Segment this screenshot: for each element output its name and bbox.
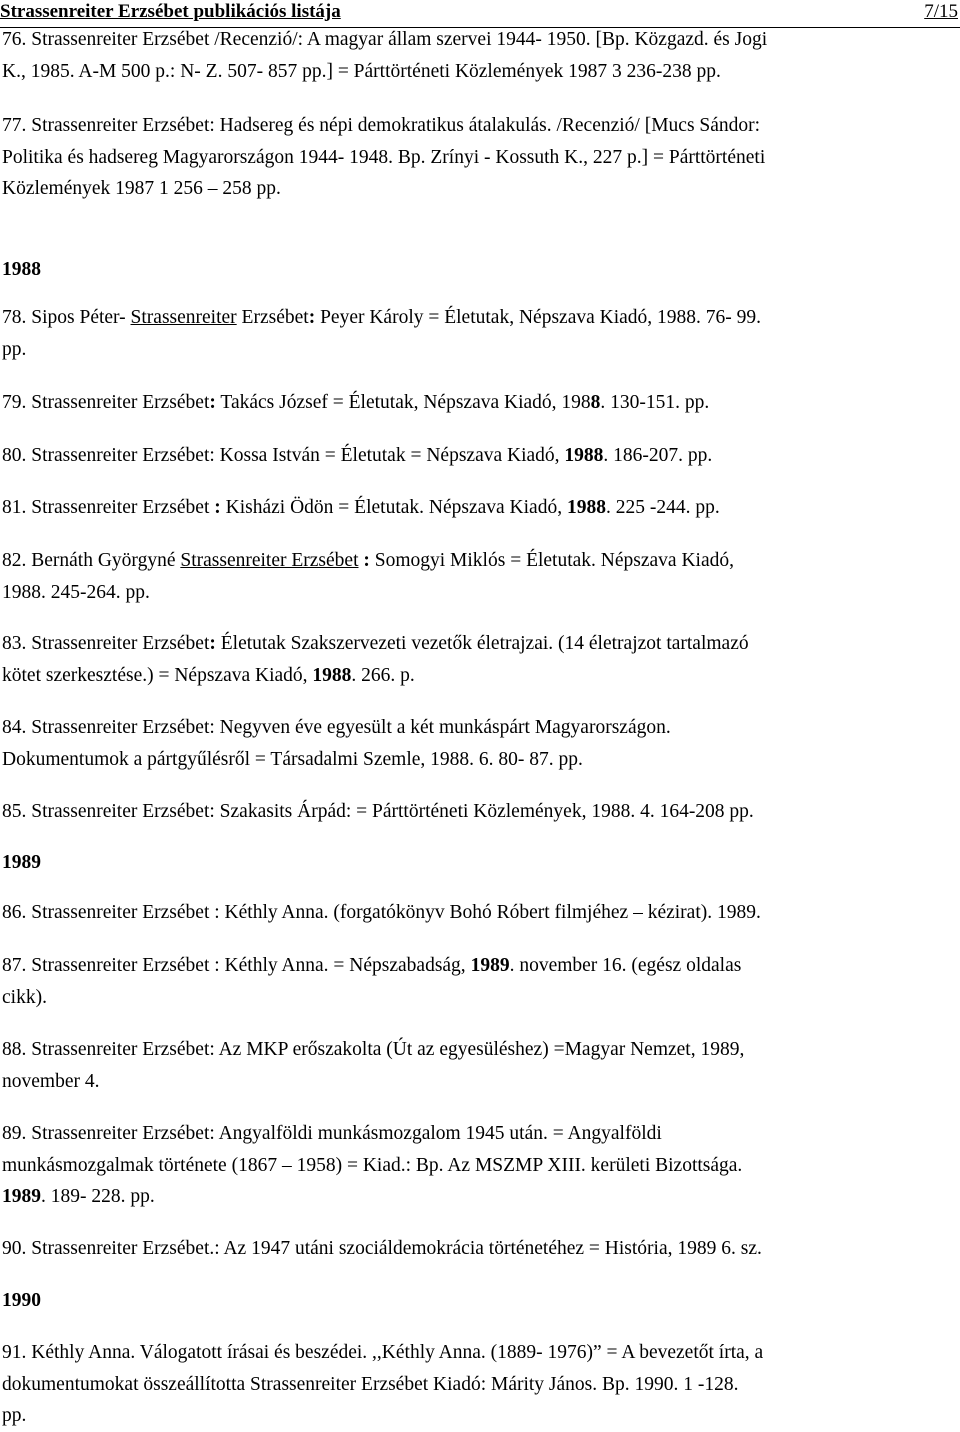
entry-line: dokumentumokat összeállította Strassenreiter Erzsébet Kiadó: Márity János. Bp. 1990. 1 -128. bbox=[2, 1373, 739, 1395]
entry-text: Peyer Károly = Életutak, Népszava Kiadó, 1988. 76- 99. bbox=[315, 307, 762, 328]
entry-line: 86. Strassenreiter Erzsébet : Kéthly Anna. (forgatókönyv Bohó Róbert filmjéhez – kézirat). 1989. bbox=[2, 902, 761, 923]
entry-colon: : bbox=[308, 307, 316, 328]
entry-line: 76. Strassenreiter Erzsébet /Recenzió/: A magyar állam szervei 1944- 1950. [Bp. Közgazd. és Jogi bbox=[2, 29, 768, 50]
entry-text: Takács József = Életutak, Népszava Kiadó, 198 bbox=[215, 392, 591, 413]
year-heading-1989: 1989 bbox=[2, 852, 41, 873]
entry-colon: : bbox=[358, 550, 370, 571]
entry-80 bbox=[2, 440, 952, 472]
entry-year: 1988 bbox=[564, 445, 604, 466]
entry-line: november 4. bbox=[2, 1070, 100, 1092]
entry-year: 1988 bbox=[312, 664, 352, 686]
entry-text: 87. Strassenreiter Erzsébet : Kéthly Anna. = Népszabadság, bbox=[2, 955, 471, 976]
entry-line: 89. Strassenreiter Erzsébet: Angyalföldi munkásmozgalom 1945 után. = Angyalföldi bbox=[2, 1123, 662, 1144]
entry-text: Somogyi Miklós = Életutak. Népszava Kiadó, bbox=[369, 550, 734, 571]
entry-84 bbox=[2, 712, 952, 775]
entry-year: 1989 bbox=[2, 1186, 41, 1207]
entry-text: . 186-207. pp. bbox=[603, 445, 713, 466]
entry-line: 84. Strassenreiter Erzsébet: Negyven éve egyesült a két munkáspárt Magyarországon. bbox=[2, 717, 671, 738]
entry-line: Dokumentumok a pártgyűlésről = Társadalmi Szemle, 1988. 6. 80- 87. pp. bbox=[2, 748, 583, 770]
entry-83 bbox=[2, 628, 952, 691]
entry-78 bbox=[2, 302, 952, 365]
entry-line: pp. bbox=[2, 338, 27, 360]
entry-line: 77. Strassenreiter Erzsébet: Hadsereg és népi demokratikus átalakulás. /Recenzió/ [Mucs Sándor: bbox=[2, 115, 761, 136]
entry-line: 88. Strassenreiter Erzsébet: Az MKP erőszakolta (Út az egyesüléshez) =Magyar Nemzet, 1989, bbox=[2, 1039, 745, 1060]
entry-line: 90. Strassenreiter Erzsébet.: Az 1947 utáni szociáldemokrácia történetéhez = História, 1989 6. sz. bbox=[2, 1238, 762, 1259]
entry-line: 91. Kéthly Anna. Válogatott írásai és beszédei. ,,Kéthly Anna. (1889- 1976)” = A bevezetőt írta, a bbox=[2, 1342, 764, 1363]
entry-colon: : bbox=[214, 497, 221, 518]
author-name-underlined: Strassenreiter Erzsébet bbox=[180, 550, 359, 571]
entry-line: 1988. 245-264. pp. bbox=[2, 581, 150, 603]
entry-line: 85. Strassenreiter Erzsébet: Szakasits Árpád: = Párttörténeti Közlemények, 1988. 4. 164-208 pp. bbox=[2, 801, 754, 822]
entry-colon: : bbox=[209, 392, 216, 413]
entry-text: 81. Strassenreiter Erzsébet bbox=[2, 497, 215, 518]
entry-text: kötet szerkesztése.) = Népszava Kiadó, bbox=[2, 664, 313, 686]
document-title: Strassenreiter Erzsébet publikációs listája bbox=[0, 1, 341, 22]
entry-79 bbox=[2, 387, 952, 419]
entry-line: K., 1985. A-M 500 p.: N- Z. 507- 857 pp.] = Párttörténeti Közlemények 1987 3 236-238 pp. bbox=[2, 60, 721, 82]
entry-85 bbox=[2, 796, 952, 828]
entry-colon: : bbox=[209, 633, 216, 654]
entry-text: 82. Bernáth Györgyné bbox=[2, 550, 181, 571]
entry-text: . 225 -244. pp. bbox=[605, 497, 720, 518]
entry-line: pp. bbox=[2, 1405, 27, 1426]
entry-90 bbox=[2, 1233, 952, 1265]
entry-text: . november 16. (egész oldalas bbox=[509, 955, 742, 976]
entry-text: . 189- 228. pp. bbox=[41, 1186, 155, 1207]
entry-text: 80. Strassenreiter Erzsébet: Kossa István = Életutak = Népszava Kiadó, bbox=[2, 445, 565, 466]
entry-76 bbox=[2, 24, 952, 87]
entry-line: cikk). bbox=[2, 986, 47, 1008]
entry-86 bbox=[2, 897, 952, 929]
page-number: 7/15 bbox=[924, 1, 958, 22]
entry-77 bbox=[2, 110, 952, 205]
entry-bold-digit: 8 bbox=[590, 392, 601, 413]
year-heading-1988: 1988 bbox=[2, 259, 41, 280]
entry-87 bbox=[2, 950, 952, 1013]
entry-text: Életutak Szakszervezeti vezetők életrajzai. (14 életrajzot tartalmazó bbox=[215, 633, 749, 654]
entry-year: 1988 bbox=[566, 497, 606, 518]
year-heading-1990: 1990 bbox=[2, 1290, 41, 1311]
entry-89 bbox=[2, 1118, 952, 1213]
entry-line: Politika és hadsereg Magyarországon 1944- 1948. Bp. Zrínyi - Kossuth K., 227 p.] = Párttörténeti bbox=[2, 146, 766, 168]
entry-82 bbox=[2, 545, 952, 608]
entry-text: Erzsébet bbox=[236, 307, 309, 328]
entry-text: 83. Strassenreiter Erzsébet bbox=[2, 633, 210, 654]
entry-91 bbox=[2, 1337, 952, 1432]
entry-year: 1989 bbox=[470, 955, 510, 976]
entry-text: 78. Sipos Péter- bbox=[2, 307, 131, 328]
entry-text: 79. Strassenreiter Erzsébet bbox=[2, 392, 210, 413]
entry-text: . 266. p. bbox=[351, 664, 415, 686]
entry-line: Közlemények 1987 1 256 – 258 pp. bbox=[2, 178, 281, 199]
entry-88 bbox=[2, 1034, 952, 1097]
entry-81 bbox=[2, 492, 952, 524]
entry-text: . 130-151. pp. bbox=[600, 392, 710, 413]
author-name-underlined: Strassenreiter bbox=[130, 307, 237, 328]
entry-line: munkásmozgalmak története (1867 – 1958) = Kiad.: Bp. Az MSZMP XIII. kerületi Bizottsága. bbox=[2, 1154, 743, 1176]
entry-text: Kisházi Ödön = Életutak. Népszava Kiadó, bbox=[220, 497, 567, 518]
